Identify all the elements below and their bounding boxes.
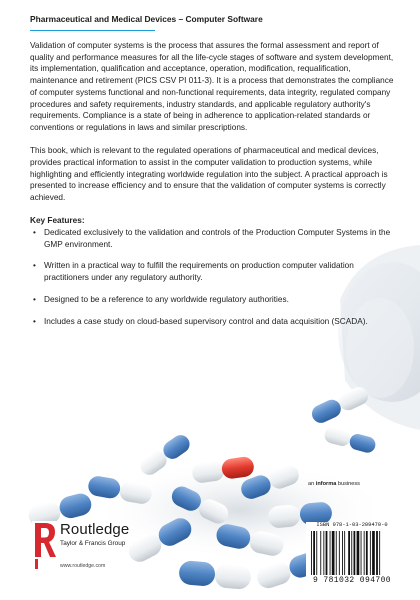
bullet-icon: • <box>33 316 36 326</box>
barcode-icon <box>310 531 394 575</box>
publisher-group: Taylor & Francis Group <box>60 540 126 547</box>
key-features-heading: Key Features: <box>30 216 85 226</box>
description-paragraph: Validation of computer systems is the process that assures the formal assessment and report of quality and performance measures for all the life-cycle stages of software and system development, its implementation, qualification and acceptance, operation, modification, requalification, maintenance and retirement (PICS CSV PI 011-3). It is a process that demonstrates the compliance of computer systems functional and non-functional requirements, data integrity, regulated company procedures and safety requirements, industry standards, and applicable regulatory authority's requirements. Compliance is a state of being in adherence to application-related standards or conventions or regulations in laws and similar prescriptions. <box>30 41 394 132</box>
informa-suffix: business <box>337 481 360 487</box>
feature-item <box>30 260 396 283</box>
publisher-url: www.routledge.com <box>60 563 106 569</box>
bullet-icon: • <box>33 228 36 238</box>
book-description <box>30 40 396 337</box>
informa-business-tag <box>308 481 360 487</box>
feature-item <box>30 316 396 328</box>
barcode-number: 9 781032 094700 <box>312 576 391 585</box>
accent-rule <box>30 30 155 31</box>
feature-text: Includes a case study on cloud-based supervisory control and data acquisition (SCADA). <box>44 316 368 326</box>
routledge-r-icon <box>32 521 56 571</box>
feature-text: Dedicated exclusively to the validation and controls of the Production Computer Systems in the GMP environment. <box>44 228 391 249</box>
feature-item <box>30 294 396 306</box>
series-category: Pharmaceutical and Medical Devices – Computer Software <box>30 14 263 24</box>
bullet-icon: • <box>33 294 36 304</box>
isbn-label: ISBN 978-1-03-209470-0 <box>316 522 388 528</box>
publisher-logo <box>32 521 192 581</box>
feature-text: Written in a practical way to fulfill the requirements on production computer validation practitioners under any regulatory authority. <box>44 261 354 283</box>
isbn-barcode <box>306 522 398 588</box>
feature-text: Designed to be a reference to any worldwide regulatory authorities. <box>44 294 289 304</box>
key-features-list <box>30 227 396 327</box>
feature-item <box>30 227 396 250</box>
informa-brand: informa <box>315 481 337 487</box>
description-paragraph: This book, which is relevant to the regulated operations of pharmaceutical and medical devices, provides practical information to assist in the computer validation to production systems, while highlighting and efficiently integrating worldwide regulation into the subject. A practical approach is presented to increase efficiency and to ensure that the validation of computer systems is correctly achieved. <box>30 146 388 203</box>
informa-prefix: an <box>308 481 315 487</box>
bullet-icon: • <box>33 261 36 271</box>
publisher-name: Routledge <box>60 521 130 538</box>
